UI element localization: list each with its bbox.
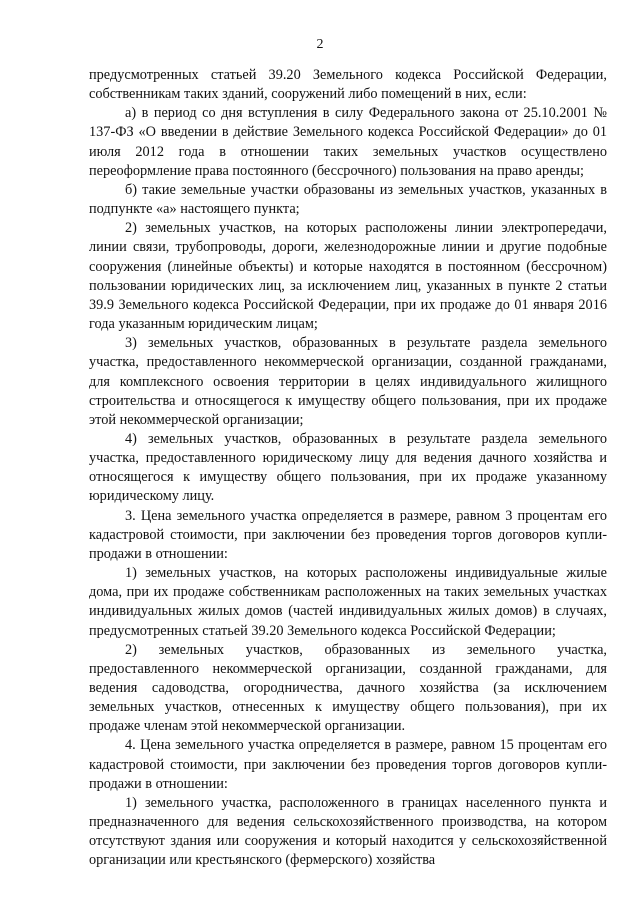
paragraph-section-3: 3. Цена земельного участка определяется в размере, равном 3 процентам его кадастровой стоимости, при заключении без проведения торгов договоров купли-продажи в отношении: bbox=[89, 507, 607, 562]
paragraph-section-3-item-2: 2) земельных участков, образованных из земельного участка, предоставленного некоммерческой организации, созданной гражданами, для ведения садоводства, огородничества, дачного хозяйства (за исключением земельных участков, отнесенных к имуществу общего пользования), при их продаже членам этой некоммерческой организации. bbox=[89, 641, 607, 735]
paragraph-section-3-item-1: 1) земельных участков, на которых расположены индивидуальные жилые дома, при их продаже собственникам расположенных на таких земельных участках индивидуальных жилых домов (частей индивидуальных жилых домов) в случаях, предусмотренных статьей 39.20 Земельного кодекса Российской Федерации; bbox=[89, 565, 607, 639]
paragraph-continuation: предусмотренных статьей 39.20 Земельного кодекса Российской Федерации, собственникам таких зданий, сооружений либо помещений в них, если: bbox=[89, 67, 607, 103]
paragraph-item-3-nonprofit: 3) земельных участков, образованных в результате раздела земельного участка, предоставленного некоммерческой организации, созданной гражданами, для комплексного освоения территории в целях индивидуального жилищного строительства и относящегося к имуществу общего пользования, при их продаже этой некоммерческой организации; bbox=[89, 335, 607, 428]
paragraph-section-4-item-1: 1) земельного участка, расположенного в границах населенного пункта и предназначенного для ведения сельскохозяйственного производства, на котором отсутствуют здания или сооружения и который находится у сельскохозяйственной организации или крестьянского (фермерского) хозяйства bbox=[89, 794, 607, 869]
paragraph-subitem-a: а) в период со дня вступления в силу Федерального закона от 25.10.2001 № 137-ФЗ «О введении в действие Земельного кодекса Российской Федерации» до 01 июля 2012 года в отношении таких земельных участков осуществлено переоформление права постоянного (бессрочного) пользования на право аренды; bbox=[89, 105, 607, 179]
paragraph-item-4-dacha: 4) земельных участков, образованных в результате раздела земельного участка, предоставленного юридическому лицу для ведения дачного хозяйства и относящегося к имуществу общего пользования, при их продаже указанному юридическому лицу. bbox=[89, 430, 607, 505]
paragraph-item-2-linear-objects: 2) земельных участков, на которых расположены линии электропередачи, линии связи, трубопроводы, дороги, железнодорожные линии и другие подобные сооружения (линейные объекты) и которые находятся в постоянном (бессрочном) пользовании юридических лиц, за исключением лиц, указанных в пункте 2 статьи 39.9 Земельного кодекса Российской Федерации, при их продаже до 01 января 2016 года указанным юридическим лицам; bbox=[89, 220, 607, 333]
paragraph-section-4: 4. Цена земельного участка определяется в размере, равном 15 процентам его кадастровой стоимости, при заключении без проведения торгов договоров купли-продажи в отношении: bbox=[89, 737, 607, 792]
document-body bbox=[89, 66, 607, 871]
page-number: 2 bbox=[316, 37, 324, 52]
paragraph-subitem-b: б) такие земельные участки образованы из земельных участков, указанных в подпункте «а» настоящего пункта; bbox=[89, 181, 607, 218]
